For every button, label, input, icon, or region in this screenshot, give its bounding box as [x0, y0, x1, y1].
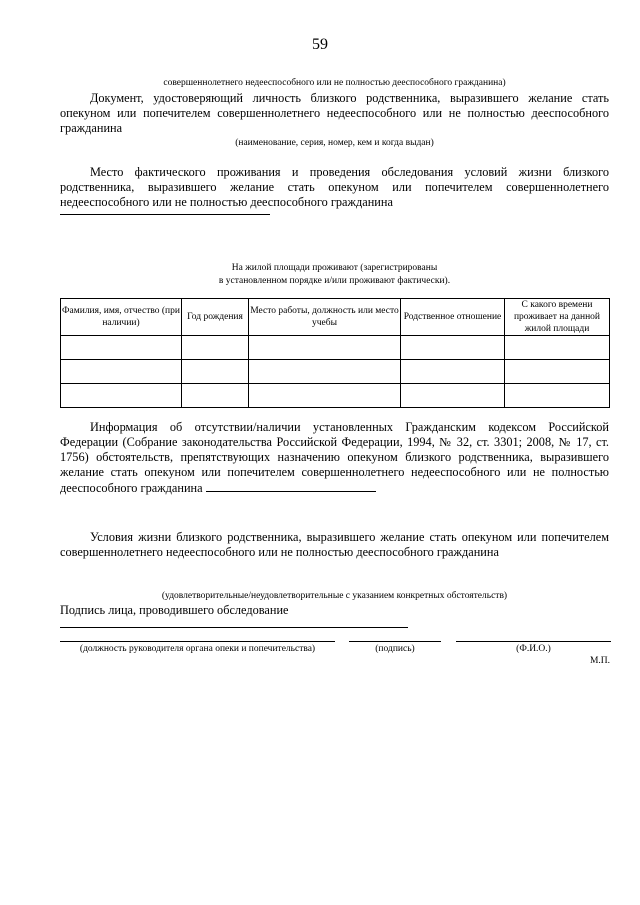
header-relation: Родственное отношение [401, 299, 505, 336]
position-line [60, 641, 335, 642]
conditions-caption: (удовлетворительные/неудовлетворительные с указанием конкретных обстоятельств) [161, 591, 508, 601]
table-caption-1: На жилой площади проживают (зарегистрированы [231, 263, 438, 273]
signature-line [349, 641, 441, 642]
table-cell[interactable] [61, 336, 182, 360]
table-cell[interactable] [249, 336, 401, 360]
table-cell[interactable] [401, 384, 505, 408]
table-cell[interactable] [182, 384, 249, 408]
table-cell[interactable] [182, 360, 249, 384]
table-row [61, 384, 610, 408]
signature-caption: (подпись) [375, 644, 415, 654]
table-caption-2: в установленном порядке и/или проживают фактически). [218, 276, 451, 286]
obstacles-text: Информация об отсутствии/наличии установленных Гражданским кодексом Российской Федерации (Собрание законодательства Российской Федерации, 1994, № 32, ст. 3301; 2008, № 17, ст. 1756) обстоятельств, препятствующих назначению опекуном близкого родственника, выразившего желание стать опекуном или попечителем совершеннолетнего недееспособного или не полностью дееспособного гражданина [60, 420, 609, 495]
page-number: 59 [312, 36, 328, 53]
inspector-signature-line [60, 627, 408, 628]
table-cell[interactable] [61, 384, 182, 408]
conditions-paragraph: Условия жизни близкого родственника, выразившего желание стать опекуном или попечителем совершеннолетнего недееспособного или не полностью дееспособного гражданина [60, 530, 609, 559]
document-caption: (наименование, серия, номер, кем и когда выдан) [235, 138, 434, 148]
table-cell[interactable] [61, 360, 182, 384]
table-cell[interactable] [401, 360, 505, 384]
table-header-row [61, 299, 610, 336]
residents-table [60, 298, 610, 408]
table-cell[interactable] [182, 336, 249, 360]
table-cell[interactable] [249, 384, 401, 408]
header-birth-year: Год рождения [182, 299, 249, 336]
obstacles-paragraph [60, 420, 609, 496]
inspector-signature-label: Подпись лица, проводившего обследование [60, 603, 289, 617]
table-cell[interactable] [505, 384, 610, 408]
fio-caption: (Ф.И.О.) [516, 644, 551, 654]
header-since: С какого времени проживает на данной жилой площади [505, 299, 610, 336]
stamp-place: М.П. [589, 656, 610, 666]
header-fio: Фамилия, имя, отчество (при наличии) [61, 299, 182, 336]
position-caption: (должность руководителя органа опеки и попечительства) [79, 644, 316, 654]
obstacles-fill-line[interactable] [206, 480, 376, 492]
table-cell[interactable] [505, 360, 610, 384]
residence-paragraph: Место фактического проживания и проведения обследования условий жизни близкого родственника, выразившего желание стать опекуном или попечителем совершеннолетнего недееспособного или не полностью дееспособного гражданина [60, 165, 609, 209]
table-row [61, 360, 610, 384]
table-cell[interactable] [401, 336, 505, 360]
ward-caption: совершеннолетнего недееспособного или не полностью дееспособного гражданина) [163, 78, 506, 88]
identity-document-paragraph: Документ, удостоверяющий личность близкого родственника, выразившего желание стать опекуном или попечителем совершеннолетнего недееспособного или не полностью дееспособного гражданина [60, 91, 609, 135]
table-row [61, 336, 610, 360]
header-work-place: Место работы, должность или место учебы [249, 299, 401, 336]
fio-line [456, 641, 611, 642]
residence-fill-line [60, 214, 270, 215]
table-cell[interactable] [505, 336, 610, 360]
table-cell[interactable] [249, 360, 401, 384]
